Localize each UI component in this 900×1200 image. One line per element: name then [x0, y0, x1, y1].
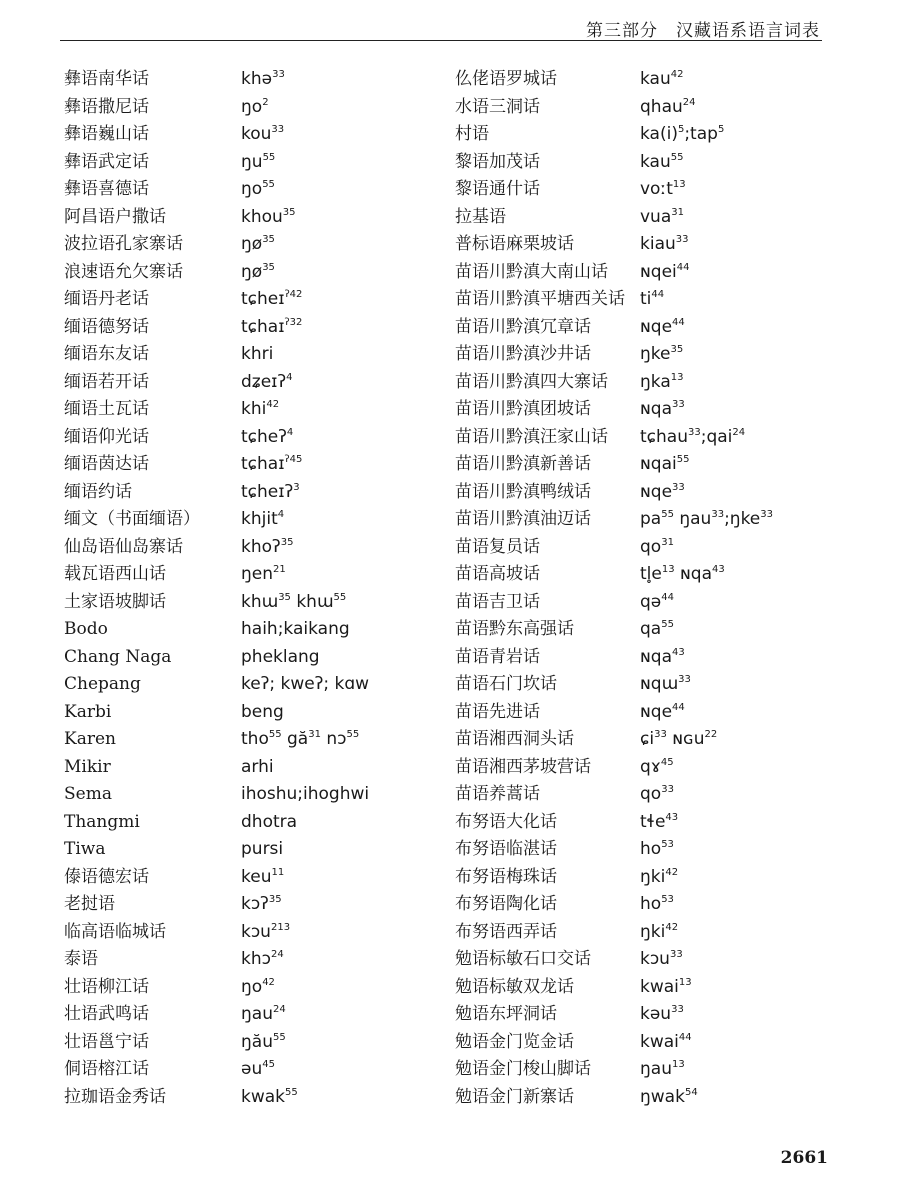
word-form: kɔu$^{213}$ [241, 921, 291, 942]
language-name: 苗语川黔滇汪家山话 [455, 426, 608, 447]
word-form: ŋau$^{24}$ [241, 1004, 286, 1024]
word-form: ɴqe$^{44}$ [640, 316, 685, 337]
list-item [455, 644, 855, 672]
language-name: 缅语若开话 [64, 371, 149, 392]
word-form: tɕheɪʔ$^3$ [241, 481, 300, 502]
word-form: pheklang [241, 646, 320, 667]
page-number: 2661 [780, 1148, 828, 1168]
word-form: ŋki$^{42}$ [640, 921, 679, 942]
language-name: 水语三洞话 [455, 96, 540, 117]
list-item [64, 754, 444, 782]
word-form: beng [241, 701, 284, 722]
word-form: khɔ$^{24}$ [241, 949, 284, 969]
language-name: 波拉语孔家寨话 [64, 234, 183, 254]
word-form: khjit$^4$ [241, 509, 285, 529]
word-form: $ho^{53}$ [640, 894, 674, 914]
language-name: 苗语先进话 [455, 701, 540, 722]
language-name: 黎语加茂话 [455, 151, 540, 172]
language-name: 勉语标敏石口交话 [455, 949, 591, 969]
word-form: tɕheɪ$^{ʔ42}$ [241, 289, 303, 309]
language-name: 傣语德宏话 [64, 866, 149, 887]
list-item [64, 616, 444, 644]
language-name: Thangmi [64, 811, 140, 832]
language-name: 勉语标敏双龙话 [455, 976, 574, 997]
word-form: kɔu$^{33}$ [640, 949, 683, 969]
header-rule [60, 40, 822, 41]
list-item [64, 149, 444, 177]
language-name: 侗语榕江话 [64, 1059, 149, 1079]
running-header [0, 0, 900, 48]
list-item [455, 396, 855, 424]
language-name: 缅文（书面缅语） [64, 509, 200, 529]
language-name: 苗语吉卫话 [455, 591, 540, 612]
word-form: khoʔ$^{35}$ [241, 536, 294, 557]
language-name: 苗语川黔滇四大寨话 [455, 371, 608, 392]
list-item [64, 946, 444, 974]
list-item [64, 369, 444, 397]
header-title: 第三部分 汉藏语系语言词表 [586, 21, 820, 41]
word-form: qə$^{44}$ [640, 591, 674, 612]
language-name: 壮语柳江话 [64, 976, 149, 997]
list-item [455, 1056, 855, 1084]
word-form: khou$^{35}$ [241, 206, 296, 227]
list-item [64, 726, 444, 754]
language-name: Sema [64, 784, 112, 804]
word-form: ŋki$^{42}$ [640, 866, 679, 887]
word-form: khə$^{33}$ [241, 69, 285, 89]
list-item [64, 204, 444, 232]
list-item [455, 121, 855, 149]
language-name: 老挝语 [64, 894, 115, 914]
list-item [64, 396, 444, 424]
language-name: 苗语川黔滇冗章话 [455, 316, 591, 337]
word-form: tɬe$^{43}$ [640, 811, 679, 832]
list-item [455, 561, 855, 589]
list-item [455, 589, 855, 617]
list-item [455, 94, 855, 122]
language-name: Chang Naga [64, 646, 172, 667]
word-form: $ŋø^{35}$ [241, 234, 275, 254]
word-form: $ŋo^{42}$ [241, 976, 275, 997]
language-name: 苗语湘西茅坡营话 [455, 756, 591, 777]
word-form: ɴqa$^{43}$ [640, 646, 685, 667]
word-form: haih;kaikang [241, 619, 350, 639]
word-form: arhi [241, 756, 274, 777]
language-name: 缅语德努话 [64, 316, 149, 337]
language-name: 浪速语允欠寨话 [64, 261, 183, 282]
word-form: ɴqe$^{44}$ [640, 701, 685, 722]
language-name: 彝语撒尼话 [64, 96, 149, 117]
list-item [64, 286, 444, 314]
list-item [64, 864, 444, 892]
list-item [64, 176, 444, 204]
language-name: 仙岛语仙岛寨话 [64, 536, 183, 557]
list-item [455, 836, 855, 864]
list-item [455, 259, 855, 287]
list-item [455, 754, 855, 782]
language-name: 阿昌语户撒话 [64, 206, 166, 227]
word-form: kau$^{55}$ [640, 151, 684, 172]
list-item [455, 506, 855, 534]
list-item [64, 94, 444, 122]
word-form: kiau$^{33}$ [640, 234, 689, 254]
list-item [455, 341, 855, 369]
word-form: $ho^{53}$ [640, 839, 674, 859]
list-item [64, 121, 444, 149]
word-form: qhau$^{24}$ [640, 96, 696, 117]
language-name: 缅语茵达话 [64, 454, 149, 474]
list-item [455, 369, 855, 397]
word-form: $ŋø^{35}$ [241, 261, 275, 282]
language-name: Tiwa [64, 839, 106, 859]
list-item [455, 864, 855, 892]
list-item [64, 506, 444, 534]
word-form: $ŋo^2$ [241, 96, 269, 117]
language-name: 布努语大化话 [455, 811, 557, 832]
list-item [64, 66, 444, 94]
list-item [64, 809, 444, 837]
right-column [455, 66, 855, 1111]
list-item [455, 974, 855, 1002]
language-name: 缅语东友话 [64, 344, 149, 364]
list-item [64, 781, 444, 809]
word-form: $ka(i)^5;tap^5$ [640, 124, 725, 144]
list-item [455, 726, 855, 754]
language-name: 泰语 [64, 949, 98, 969]
language-name: 布努语陶化话 [455, 894, 557, 914]
language-name: 勉语金门新寨话 [455, 1086, 574, 1107]
list-item [455, 479, 855, 507]
list-item [64, 451, 444, 479]
list-item [455, 781, 855, 809]
word-form: keʔ; kweʔ; kɑw [241, 674, 370, 694]
left-column [64, 66, 444, 1111]
word-form: dhotra [241, 811, 298, 832]
word-form: ŋke$^{35}$ [640, 344, 684, 364]
list-item [455, 451, 855, 479]
word-form: $pa^{55}$ ŋau$^{33}$;ŋke$^{33}$ [640, 509, 773, 529]
list-item [455, 919, 855, 947]
list-item [64, 231, 444, 259]
word-form: ŋău$^{55}$ [241, 1031, 286, 1052]
word-form: kəu$^{33}$ [640, 1004, 684, 1024]
word-form: dʑeɪʔ$^4$ [241, 371, 293, 392]
word-form: khi$^{42}$ [241, 399, 280, 419]
language-name: 缅语土瓦话 [64, 399, 149, 419]
language-name: 布努语西弄话 [455, 921, 557, 942]
list-item [455, 314, 855, 342]
language-name: 布努语临湛话 [455, 839, 557, 859]
word-form: $qo^{33}$ [640, 784, 674, 804]
word-form: kou$^{33}$ [241, 124, 285, 144]
language-name: 苗语川黔滇大南山话 [455, 261, 608, 282]
language-name: 壮语邕宁话 [64, 1031, 149, 1052]
language-name: 苗语川黔滇新善话 [455, 454, 591, 474]
list-item [64, 891, 444, 919]
list-item [455, 699, 855, 727]
language-name: 彝语南华话 [64, 69, 149, 89]
word-form: qɤ$^{45}$ [640, 756, 674, 777]
list-item [64, 699, 444, 727]
word-form: ŋau$^{13}$ [640, 1059, 685, 1079]
language-name: 临高语临城话 [64, 921, 166, 942]
word-form: voːt$^{13}$ [640, 179, 686, 199]
language-name: 仫佬语罗城话 [455, 69, 557, 89]
language-name: 载瓦语西山话 [64, 564, 166, 584]
list-item [64, 259, 444, 287]
word-form: ihoshu;ihoghwi [241, 784, 370, 804]
language-name: 勉语金门梭山脚话 [455, 1059, 591, 1079]
language-name: 勉语东坪洞话 [455, 1004, 557, 1024]
word-form: ɴqai$^{55}$ [640, 454, 690, 474]
language-name: 苗语川黔滇鸭绒话 [455, 481, 591, 502]
word-form: ɴqa$^{33}$ [640, 399, 685, 419]
list-item [455, 616, 855, 644]
language-name: 缅语仰光话 [64, 426, 149, 447]
list-item [455, 66, 855, 94]
word-form: pursi [241, 839, 284, 859]
word-form: əu$^{45}$ [241, 1059, 275, 1079]
list-item [64, 589, 444, 617]
word-form: ɴqɯ$^{33}$ [640, 674, 691, 694]
language-name: Bodo [64, 619, 108, 639]
word-form: $tl̥e^{13}$ ɴqa$^{43}$ [640, 564, 725, 584]
list-item [64, 836, 444, 864]
language-name: Karbi [64, 701, 112, 722]
language-name: 村语 [455, 124, 489, 144]
language-name: 缅语约话 [64, 481, 132, 502]
word-form: kwai$^{13}$ [640, 976, 692, 997]
word-form: khɯ$^{35}$ khɯ$^{55}$ [241, 591, 347, 612]
word-form: ŋwak$^{54}$ [640, 1086, 698, 1107]
word-form: ŋen$^{21}$ [241, 564, 286, 584]
language-name: 缅语丹老话 [64, 289, 149, 309]
language-name: 勉语金门览金话 [455, 1031, 574, 1052]
word-form: tɕhau$^{33}$;qai$^{24}$ [640, 426, 746, 447]
language-name: 彝语巍山话 [64, 124, 149, 144]
list-item [455, 1084, 855, 1112]
word-form: $ti^{44}$ [640, 289, 665, 309]
word-form: tɕhaɪ$^{ʔ32}$ [241, 316, 303, 337]
language-name: 苗语川黔滇沙井话 [455, 344, 591, 364]
language-name: 苗语高坡话 [455, 564, 540, 584]
list-item [64, 314, 444, 342]
list-item [64, 341, 444, 369]
word-form: ɴqe$^{33}$ [640, 481, 685, 502]
list-item [455, 204, 855, 232]
list-item [455, 946, 855, 974]
language-name: 苗语青岩话 [455, 646, 540, 667]
word-form: kwai$^{44}$ [640, 1031, 692, 1052]
language-name: Karen [64, 729, 116, 749]
language-name: 拉基语 [455, 206, 506, 227]
language-name: 壮语武鸣话 [64, 1004, 149, 1024]
word-form: ŋka$^{13}$ [640, 371, 684, 392]
language-name: Chepang [64, 674, 141, 694]
word-form: vua$^{31}$ [640, 206, 684, 227]
language-name: 苗语川黔滇团坡话 [455, 399, 591, 419]
list-item [455, 1029, 855, 1057]
list-item [455, 149, 855, 177]
list-item [455, 424, 855, 452]
list-item [64, 644, 444, 672]
language-name: 布努语梅珠话 [455, 866, 557, 887]
language-name: 彝语武定话 [64, 151, 149, 172]
language-name: 彝语喜德话 [64, 179, 149, 199]
word-form: tɕhaɪ$^{ʔ45}$ [241, 454, 303, 474]
list-item [455, 534, 855, 562]
language-name: Mikir [64, 756, 111, 777]
list-item [455, 286, 855, 314]
word-form: keu$^{11}$ [241, 866, 285, 887]
word-form: tho$^{55}$ $gă^{31}$ nɔ$^{55}$ [241, 729, 360, 749]
language-name: 苗语石门坎话 [455, 674, 557, 694]
list-item [64, 1029, 444, 1057]
list-item [64, 1084, 444, 1112]
list-item [455, 231, 855, 259]
language-name: 土家语坡脚话 [64, 591, 166, 612]
word-form: $ŋu^{55}$ [241, 151, 276, 172]
list-item [455, 891, 855, 919]
word-form: kɔʔ$^{35}$ [241, 894, 282, 914]
word-form: ɴqei$^{44}$ [640, 261, 690, 282]
word-form: $qa^{55}$ [640, 619, 674, 639]
word-form: khri [241, 344, 274, 364]
list-item [64, 974, 444, 1002]
list-item [64, 1056, 444, 1084]
word-form: kwak$^{55}$ [241, 1086, 298, 1107]
language-name: 苗语养蒿话 [455, 784, 540, 804]
language-name: 苗语黔东高强话 [455, 619, 574, 639]
language-name: 黎语通什话 [455, 179, 540, 199]
list-item [455, 671, 855, 699]
word-form: $ŋo^{55}$ [241, 179, 275, 199]
list-item [64, 671, 444, 699]
list-item [455, 809, 855, 837]
word-form: tɕheʔ$^4$ [241, 426, 294, 447]
word-form: $qo^{31}$ [640, 536, 674, 557]
language-name: 苗语湘西洞头话 [455, 729, 574, 749]
list-item [64, 534, 444, 562]
list-item [64, 479, 444, 507]
language-name: 普标语麻栗坡话 [455, 234, 574, 254]
list-item [64, 919, 444, 947]
list-item [455, 176, 855, 204]
language-name: 苗语川黔滇油迈话 [455, 509, 591, 529]
list-item [64, 561, 444, 589]
language-name: 苗语复员话 [455, 536, 540, 557]
list-item [455, 1001, 855, 1029]
word-form: ɕi$^{33}$ ɴɢu$^{22}$ [640, 729, 718, 749]
word-form: kau$^{42}$ [640, 69, 684, 89]
list-item [64, 1001, 444, 1029]
language-name: 拉珈语金秀话 [64, 1086, 166, 1107]
language-name: 苗语川黔滇平塘西关话 [455, 289, 625, 309]
list-item [64, 424, 444, 452]
